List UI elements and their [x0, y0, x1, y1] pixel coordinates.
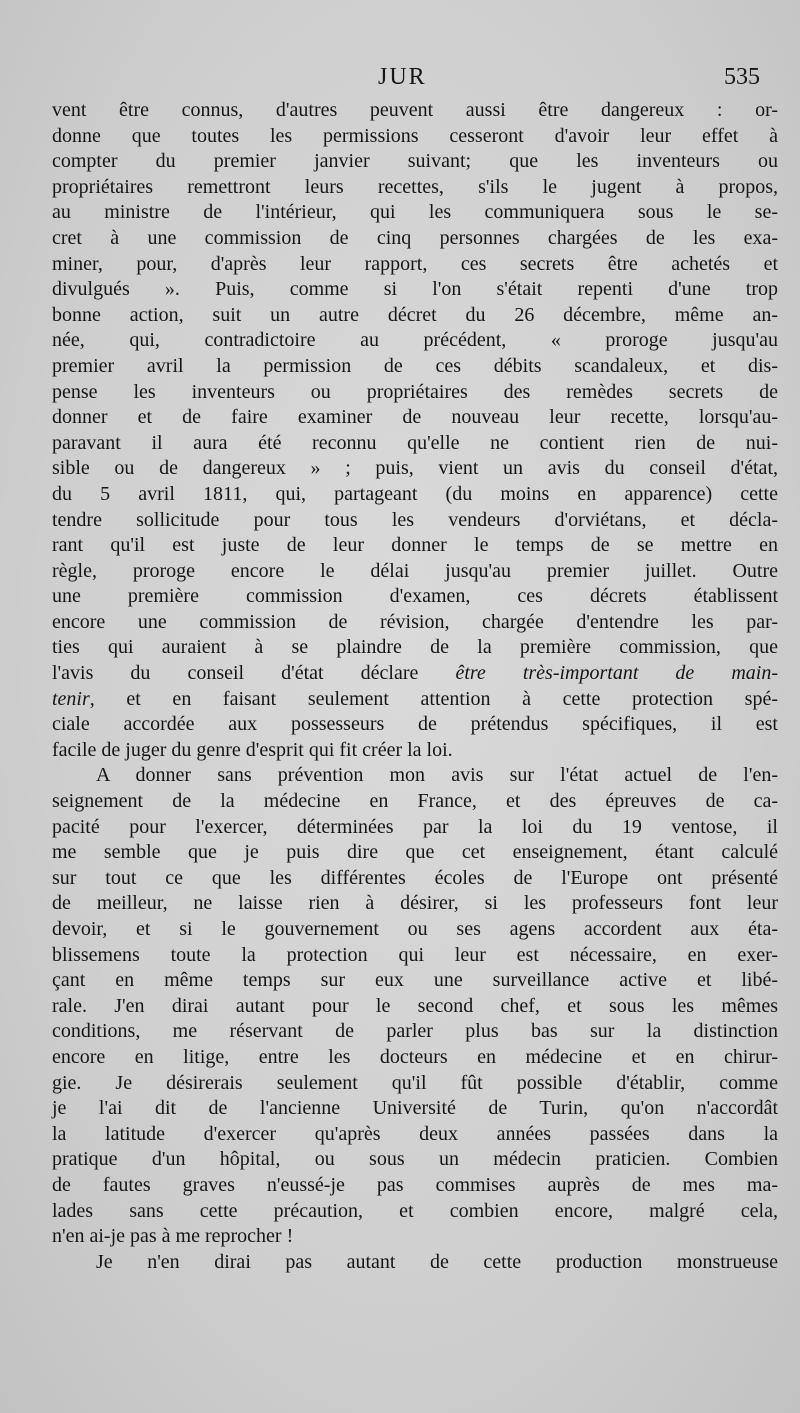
text-line: donner et de faire examiner de nouveau leur recette, lorsqu'au- — [52, 406, 778, 429]
text-line: premier avril la permission de ces débits scandaleux, et dis- — [52, 354, 778, 377]
text-line: encore une commission de révision, chargée d'entendre les par- — [52, 610, 778, 633]
text-line: çant en même temps sur eux une surveillance active et libé- — [52, 969, 778, 992]
text-line: donne que toutes les permissions cesseront d'avoir leur effet à — [52, 124, 778, 147]
text-line: rant qu'il est juste de leur donner le temps de se mettre en — [52, 534, 778, 557]
text-line: tendre sollicitude pour tous les vendeurs d'orviétans, et décla- — [52, 508, 778, 531]
text-line: une première commission d'examen, ces décrets établissent — [52, 585, 778, 608]
running-title: JUR — [378, 64, 427, 90]
text-line-paragraph-end: n'en ai-je pas à me reprocher ! — [52, 1225, 294, 1248]
text-line: de meilleur, ne laisse rien à désirer, si les professeurs font leur — [52, 892, 778, 915]
body-text — [52, 98, 778, 1275]
text-line: pense les inventeurs ou propriétaires des remèdes secrets de — [52, 380, 778, 403]
text-line: je l'ai dit de l'ancienne Université de Turin, qu'on n'accordât — [52, 1097, 778, 1120]
text-line: sible ou de dangereux » ; puis, vient un avis du conseil d'état, — [52, 457, 778, 480]
text-line-rest: , et en faisant seulement attention à cette protection spé- — [89, 687, 778, 710]
text-line: propriétaires remettront leurs recettes, s'ils le jugent à propos, — [52, 175, 778, 198]
text-line: divulgués ». Puis, comme si l'on s'était repenti d'une trop — [52, 278, 778, 301]
text-line: la latitude d'exercer qu'après deux années passées dans la — [52, 1122, 778, 1145]
text-line: blissemens toute la protection qui leur est nécessaire, en exer- — [52, 943, 778, 966]
text-line: règle, proroge encore le délai jusqu'au premier juillet. Outre — [52, 559, 778, 582]
text-line: pacité pour l'exercer, déterminées par la loi du 19 ventose, il — [52, 815, 778, 838]
text-line: de fautes graves n'eussé-je pas commises auprès de mes ma- — [52, 1173, 778, 1196]
text-line: conditions, me réservant de parler plus bas sur la distinction — [52, 1020, 778, 1043]
text-line-mixed — [52, 661, 778, 687]
text-line-paragraph-start: Je n'en dirai pas autant de cette production monstrueuse — [96, 1250, 778, 1273]
text-line-paragraph-start: A donner sans prévention mon avis sur l'état actuel de l'en- — [96, 764, 778, 787]
italic-phrase-end: tenir — [52, 687, 90, 710]
text-line: ciale accordée aux possesseurs de prétendus spécifiques, il est — [52, 713, 778, 736]
page-header — [0, 62, 800, 98]
text-line: sur tout ce que les différentes écoles de l'Europe ont présenté — [52, 866, 778, 889]
text-line-start: l'avis du conseil d'état déclare — [52, 662, 419, 685]
text-line-mixed — [52, 687, 778, 713]
text-line: paravant il aura été reconnu qu'elle ne contient rien de nui- — [52, 431, 778, 454]
text-line: ties qui auraient à se plaindre de la première commission, que — [52, 636, 778, 659]
text-line: devoir, et si le gouvernement ou ses agens accordent aux éta- — [52, 918, 778, 940]
text-line: rale. J'en dirai autant pour le second chef, et sous les mêmes — [52, 994, 778, 1017]
text-line: miner, pour, d'après leur rapport, ces secrets être achetés et — [52, 252, 778, 275]
text-line: lades sans cette précaution, et combien encore, malgré cela, — [52, 1199, 778, 1222]
text-line: seignement de la médecine en France, et des épreuves de ca- — [52, 790, 778, 813]
text-line: du 5 avril 1811, qui, partageant (du moins en apparence) cette — [52, 482, 778, 505]
text-line: gie. Je désirerais seulement qu'il fût possible d'établir, comme — [52, 1071, 778, 1094]
text-line: vent être connus, d'autres peuvent aussi être dangereux : or- — [52, 99, 778, 121]
text-line-paragraph-end: facile de juger du genre d'esprit qui fit créer la loi. — [52, 738, 453, 761]
text-line: me semble que je puis dire que cet enseignement, étant calculé — [52, 841, 778, 864]
text-line: née, qui, contradictoire au précédent, « proroge jusqu'au — [52, 329, 778, 352]
text-line: compter du premier janvier suivant; que les inventeurs ou — [52, 150, 778, 173]
text-line: au ministre de l'intérieur, qui les communiquera sous le se- — [52, 201, 778, 224]
text-line: cret à une commission de cinq personnes chargées de les exa- — [52, 226, 778, 249]
text-line: pratique d'un hôpital, ou sous un médecin praticien. Combien — [52, 1148, 778, 1171]
page-number: 535 — [724, 64, 760, 90]
text-line: bonne action, suit un autre décret du 26 décembre, même an- — [52, 303, 778, 326]
text-line: encore en litige, entre les docteurs en médecine et en chirur- — [52, 1045, 778, 1068]
italic-phrase: être très-important de main- — [455, 662, 778, 685]
